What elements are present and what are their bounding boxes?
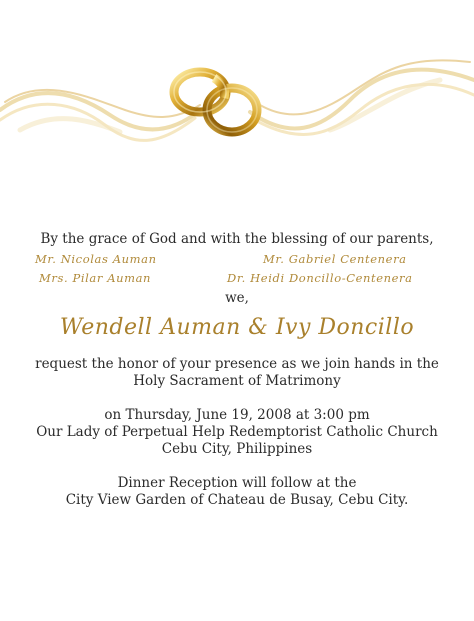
reception-line-1: Dinner Reception will follow at the <box>117 475 357 491</box>
bride-mother: Dr. Heidi Doncillo-Centenera <box>227 271 413 285</box>
ceremony-church: Our Lady of Perpetual Help Redemptorist Catholic Church <box>36 424 438 440</box>
wedding-rings-ribbon-illustration <box>0 40 474 170</box>
groom-mother: Mrs. Pilar Auman <box>39 271 152 285</box>
ceremony-date: on Thursday, June 19, 2008 at 3:00 pm <box>104 407 370 423</box>
request-line-2: Holy Sacrament of Matrimony <box>133 373 341 389</box>
left-ribbon <box>0 90 200 141</box>
groom-father: Mr. Nicolas Auman <box>35 252 157 266</box>
bride-father: Mr. Gabriel Centenera <box>263 252 407 266</box>
intro-line: By the grace of God and with the blessing of our parents, <box>40 231 434 247</box>
request-line-1: request the honor of your presence as we join hands in the <box>35 356 439 372</box>
reception-line-2: City View Garden of Chateau de Busay, Cebu City. <box>65 492 409 508</box>
right-ribbon <box>250 60 474 134</box>
we-line: we, <box>225 290 249 306</box>
ceremony-city: Cebu City, Philippines <box>161 441 313 457</box>
couple-names: Wendell Auman & Ivy Doncillo <box>59 315 415 340</box>
parents-block <box>0 252 474 286</box>
